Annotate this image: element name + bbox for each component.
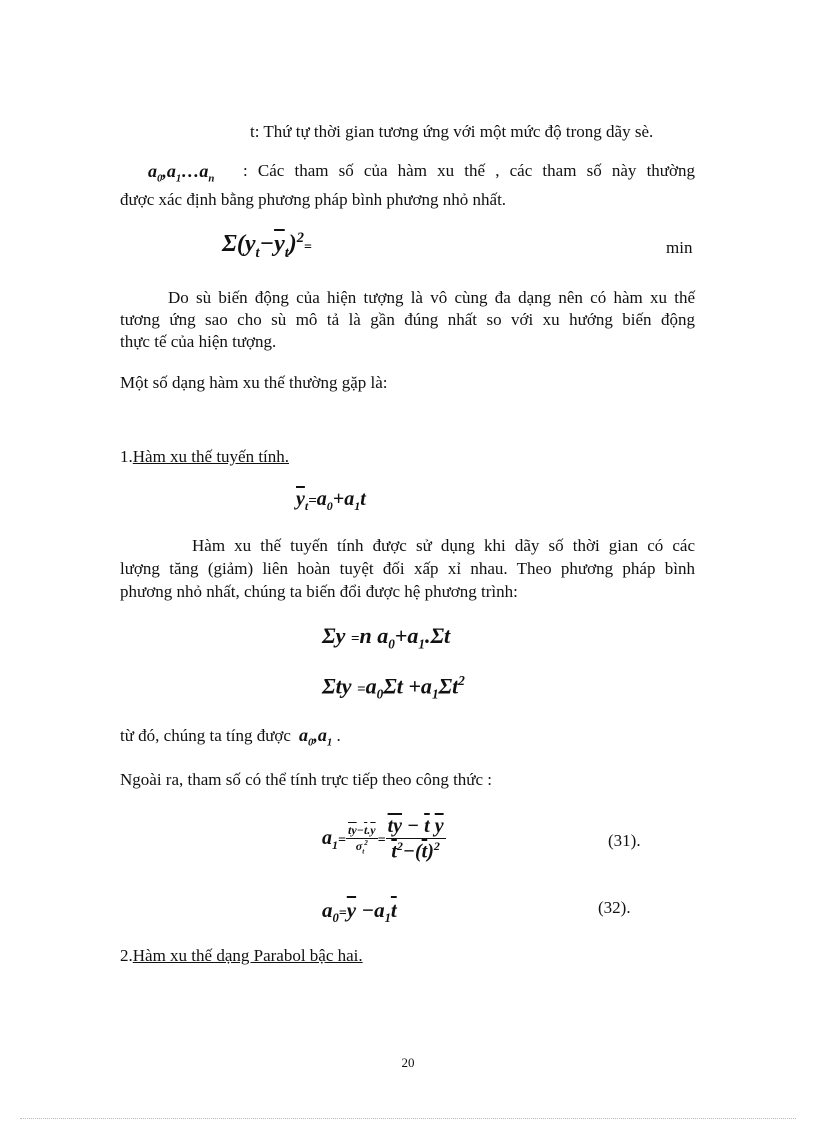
paragraph-variation-l3: thực tế của hiện tượng.: [120, 332, 277, 351]
heading-linear-title: Hàm xu thế tuyến tính.: [132, 447, 290, 466]
paragraph-t-definition: t: Thứ tự thời gian tương ứng với một mức độ trong dãy sè.: [250, 122, 654, 141]
heading-linear: [120, 446, 289, 468]
paragraph-linear-l2: lượng tăng (giảm) liên hoàn tuyệt đối xấp xỉ nhau. Theo phương pháp bình: [120, 559, 695, 578]
paragraph-common-forms: Một số dạng hàm xu thế thường gặp là:: [120, 373, 388, 392]
equation-linear: $\overline{y}_t=a_0+a_1t$: [296, 488, 366, 513]
paragraph-result: từ đó, chúng ta tíng được $a_0,a_1$ .: [120, 725, 341, 749]
equation-least-squares: $\Sigma(y_t-\overline{y}_t)^2=$: [222, 230, 312, 261]
page-number: 20: [401, 1055, 415, 1070]
heading-parabola-number: 2.: [120, 946, 133, 965]
paragraph-direct-formula: Ngoài ra, tham số có thể tính trực tiếp theo công thức :: [120, 770, 493, 789]
heading-parabola-title: Hàm xu thế dạng Parabol bậc hai.: [132, 946, 363, 965]
paragraph-params-cont: được xác định bằng phương pháp bình phương nhỏ nhất.: [120, 190, 507, 209]
paragraph-result-text: từ đó, chúng ta tíng được: [120, 726, 291, 745]
paragraph-variation-l2: tương ứng sao cho sù mô tả là gần đúng nhất so với xu hướng biến động: [120, 310, 695, 329]
equation-normal-2: $\Sigma ty =a_0\Sigma t +a_1\Sigma t^2$: [322, 673, 465, 702]
equation-31-label: (31).: [608, 831, 641, 850]
heading-linear-number: 1.: [120, 447, 133, 466]
paragraph-linear-l3: phương nhỏ nhất, chúng ta biến đổi được hệ phương trình:: [120, 582, 518, 601]
min-label: min: [666, 238, 693, 257]
equation-32-label: (32).: [598, 898, 631, 917]
equation-normal-1: Σy =n $a_0+a_1.\Sigma t$: [322, 623, 451, 652]
paragraph-variation-l1: Do sù biến động của hiện tượng là vô cùng đa dạng nên có hàm xu thế: [168, 288, 695, 307]
paragraph-linear-l1: Hàm xu thế tuyến tính được sử dụng khi dãy số thời gian có các: [192, 536, 695, 555]
params-symbol-2: $a_0,a_1$: [298, 725, 333, 749]
equation-32: $a_0=\overline{y} -a_1\overline{t}$: [322, 898, 397, 926]
params-symbol: $a_0,a_1\dots a_n$: [148, 161, 215, 185]
equation-31: $a_1=$ $\frac{\overline{ty}-\overline{t}.\overline{y}}{\sigma_t^2}$ = $\frac{\overline{ty} - \overline{t} \overline{y}}{\overline{t}^2-(\overline{t})^2}$: [322, 815, 444, 863]
paragraph-params: : Các tham số của hàm xu thế , các tham số này thường: [243, 161, 695, 180]
heading-parabola: [120, 945, 363, 967]
page-bottom-divider: [20, 1118, 796, 1119]
